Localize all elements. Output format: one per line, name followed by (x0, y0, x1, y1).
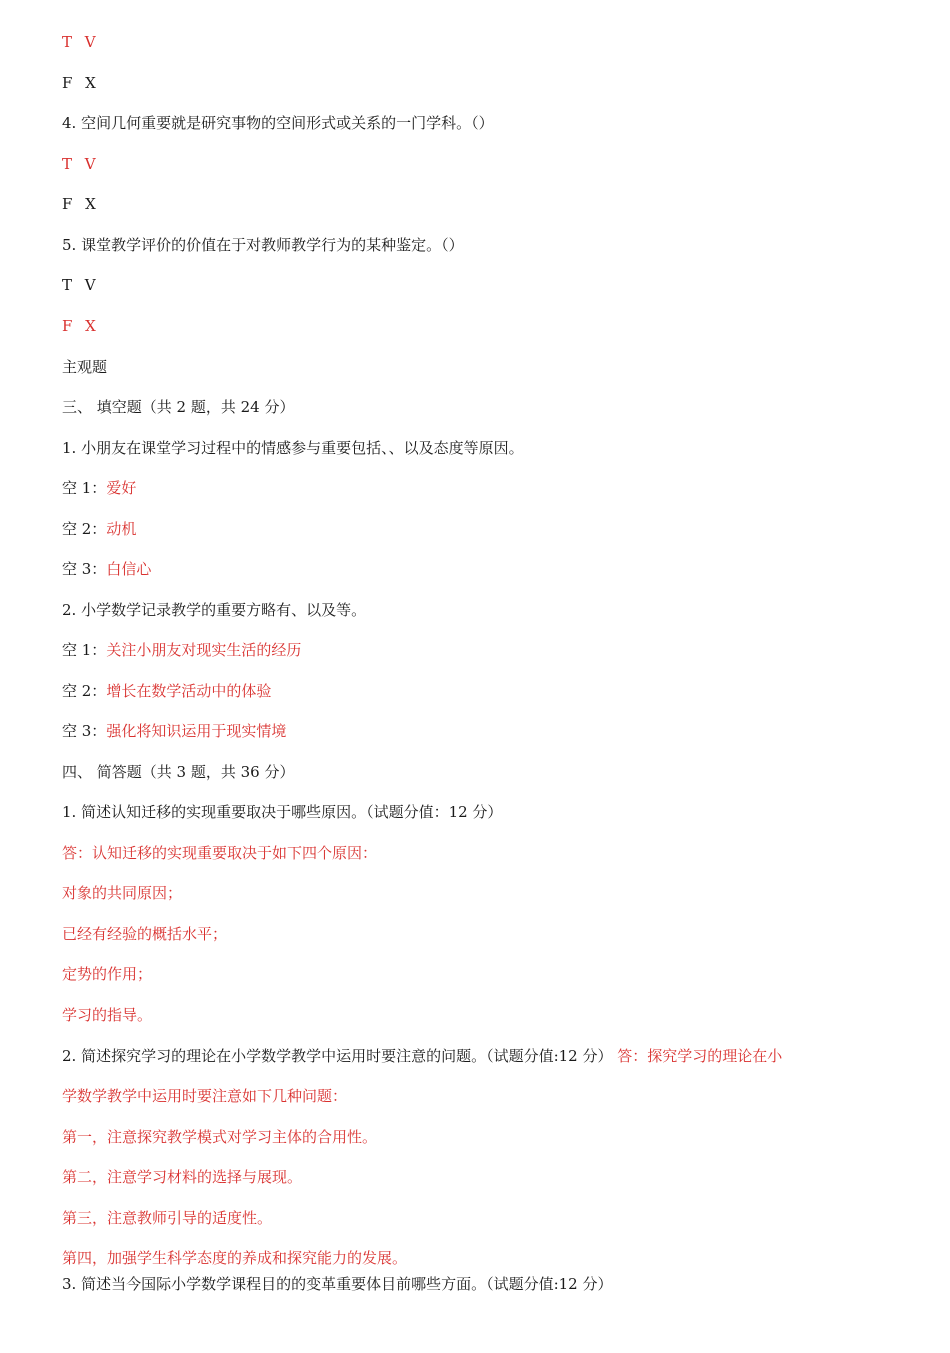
blank-answer: 关注小朋友对现实生活的经历 (106, 641, 302, 659)
blank-label: 空 2： (62, 520, 107, 538)
blank-answer: 白信心 (106, 560, 152, 578)
blank-answer: 爱好 (106, 479, 137, 497)
fill-q2-blank-3 (62, 721, 286, 741)
short-q2-question-line (62, 1046, 782, 1066)
q5-option-false: F X (62, 317, 100, 335)
short-q2-question: 2. 简述探究学习的理论在小学数学教学中运用时要注意的问题。（试题分值:12 分） (62, 1047, 613, 1065)
short-q1-answer-line: 学习的指导。 (62, 1006, 153, 1024)
short-section-heading: 四、 简答题（共 3 题，共 36 分） (62, 763, 295, 781)
fill-q2-question: 2. 小学数学记录教学的重要方略有、以及等。 (62, 601, 367, 619)
blank-label: 空 1： (62, 641, 107, 659)
q4-option-false: F X (62, 195, 100, 213)
q5-question: 5. 课堂教学评价的价值在于对教师教学行为的某种鉴定。（） (62, 236, 464, 254)
subjective-heading: 主观题 (62, 358, 108, 376)
short-q1-answer-line: 已经有经验的概括水平； (62, 925, 228, 943)
fill-q1-blank-3 (62, 559, 151, 579)
q4-option-true: T V (62, 155, 100, 173)
short-q1-answer-line: 答：认知迁移的实现重要取决于如下四个原因： (62, 844, 378, 862)
blank-answer: 动机 (106, 520, 137, 538)
short-q1-question: 1. 简述认知迁移的实现重要取决于哪些原因。（试题分值：12 分） (62, 803, 503, 821)
blank-answer: 强化将知识运用于现实情境 (106, 722, 287, 740)
blank-answer: 增长在数学活动中的体验 (106, 682, 272, 700)
short-q3-question: 3. 简述当今国际小学数学课程目的的变革重要体目前哪些方面。（试题分值:12 分） (62, 1275, 613, 1293)
q3-option-true: T V (62, 33, 100, 51)
blank-label: 空 3： (62, 560, 107, 578)
short-q2-answer-line: 学数学教学中运用时要注意如下几种问题： (62, 1087, 348, 1105)
blank-label: 空 1： (62, 479, 107, 497)
blank-label: 空 3： (62, 722, 107, 740)
fill-q2-blank-2 (62, 681, 271, 701)
short-q1-answer-line: 对象的共同原因； (62, 884, 183, 902)
fill-q1-question: 1. 小朋友在课堂学习过程中的情感参与重要包括、、以及态度等原因。 (62, 439, 524, 457)
fill-section-heading: 三、 填空题（共 2 题，共 24 分） (62, 398, 295, 416)
q3-option-false: F X (62, 74, 100, 92)
short-q2-answer-line: 第三，注意教师引导的适度性。 (62, 1209, 273, 1227)
short-q2-answer-line: 第四，加强学生科学态度的养成和探究能力的发展。 (62, 1249, 408, 1267)
fill-q1-blank-2 (62, 519, 136, 539)
short-q2-answer-line: 第二，注意学习材料的选择与展现。 (62, 1168, 303, 1186)
blank-label: 空 2： (62, 682, 107, 700)
short-q2-answer-start: 答：探究学习的理论在小 (617, 1047, 783, 1065)
q4-question: 4. 空间几何重要就是研究事物的空间形式或关系的一门学科。（） (62, 114, 494, 132)
fill-q2-blank-1 (62, 640, 301, 660)
short-q2-answer-line: 第一，注意探究教学模式对学习主体的合用性。 (62, 1128, 378, 1146)
fill-q1-blank-1 (62, 478, 136, 498)
short-q1-answer-line: 定势的作用； (62, 965, 153, 983)
q5-option-true: T V (62, 276, 100, 294)
